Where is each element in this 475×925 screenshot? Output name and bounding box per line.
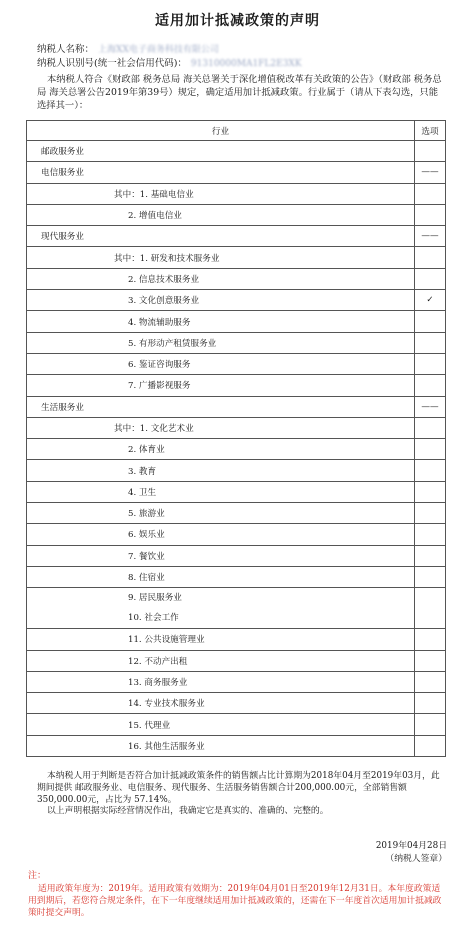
industry-label: 邮政服务业 bbox=[41, 147, 84, 158]
option-cell[interactable] bbox=[415, 671, 446, 692]
declaration-confirm: 以上声明根据实际经营情况作出，我确定它是真实的、准确的、完整的。 bbox=[47, 806, 329, 816]
option-cell[interactable] bbox=[415, 247, 446, 268]
table-row bbox=[27, 396, 446, 417]
industry-label: 14. 专业技术服务业 bbox=[128, 699, 205, 710]
industry-label: 生活服务业 bbox=[41, 402, 84, 413]
industry-name-cell bbox=[27, 183, 415, 204]
industry-label: 11. 公共设施管理业 bbox=[128, 635, 205, 646]
taxpayer-name-label: 纳税人名称： bbox=[37, 44, 95, 55]
industry-rows bbox=[27, 141, 446, 757]
industry-name-cell bbox=[27, 353, 415, 374]
signature-label: （纳税人签章） bbox=[385, 854, 447, 864]
industry-label-extra: 10. 社会工作 bbox=[128, 613, 179, 624]
table-row bbox=[27, 693, 446, 714]
industry-label: 现代服务业 bbox=[41, 232, 84, 243]
industry-label: 5. 有形动产租赁服务业 bbox=[128, 338, 217, 349]
table-row bbox=[27, 481, 446, 502]
page-title: 适用加计抵减政策的声明 bbox=[155, 13, 320, 29]
table-row bbox=[27, 268, 446, 289]
table-row bbox=[27, 290, 446, 311]
industry-label: 12. 不动产出租 bbox=[128, 656, 188, 667]
industry-name-cell bbox=[27, 650, 415, 671]
option-cell[interactable] bbox=[415, 629, 446, 650]
option-cell[interactable] bbox=[415, 566, 446, 587]
industry-name-cell bbox=[27, 524, 415, 545]
table-row bbox=[27, 375, 446, 396]
taxpayer-name-value: 上海XX电子商务科技有限公司 bbox=[98, 45, 219, 55]
option-cell[interactable] bbox=[415, 588, 446, 629]
option-cell[interactable] bbox=[415, 693, 446, 714]
option-cell[interactable]: —— bbox=[415, 226, 446, 247]
note-label: 注： bbox=[28, 871, 47, 881]
industry-name-cell bbox=[27, 588, 415, 629]
industry-name-cell bbox=[27, 311, 415, 332]
table-row bbox=[27, 588, 446, 629]
industry-label: 15. 代理业 bbox=[128, 720, 171, 731]
table-row bbox=[27, 524, 446, 545]
industry-label: 7. 餐饮业 bbox=[128, 551, 165, 562]
table-row bbox=[27, 141, 446, 162]
option-cell[interactable] bbox=[415, 481, 446, 502]
table-row bbox=[27, 545, 446, 566]
industry-name-cell bbox=[27, 417, 415, 438]
industry-name-cell bbox=[27, 375, 415, 396]
industry-name-cell bbox=[27, 439, 415, 460]
option-cell[interactable] bbox=[415, 524, 446, 545]
industry-name-cell bbox=[27, 268, 415, 289]
table-row bbox=[27, 226, 446, 247]
option-cell[interactable] bbox=[415, 204, 446, 225]
header-industry: 行业 bbox=[27, 121, 415, 141]
option-cell[interactable] bbox=[415, 311, 446, 332]
industry-name-cell bbox=[27, 332, 415, 353]
table-row bbox=[27, 650, 446, 671]
industry-table bbox=[26, 120, 446, 757]
table-row bbox=[27, 247, 446, 268]
industry-name-cell bbox=[27, 545, 415, 566]
option-cell[interactable] bbox=[415, 268, 446, 289]
option-cell[interactable] bbox=[415, 503, 446, 524]
industry-name-cell bbox=[27, 481, 415, 502]
industry-name-cell bbox=[27, 714, 415, 735]
industry-name-cell bbox=[27, 735, 415, 756]
industry-label: 电信服务业 bbox=[41, 168, 84, 179]
industry-name-cell bbox=[27, 503, 415, 524]
table-row bbox=[27, 735, 446, 756]
table-row bbox=[27, 311, 446, 332]
taxpayer-name-row bbox=[37, 41, 219, 55]
table-row bbox=[27, 204, 446, 225]
table-row bbox=[27, 439, 446, 460]
option-cell[interactable] bbox=[415, 460, 446, 481]
industry-name-cell bbox=[27, 693, 415, 714]
industry-name-cell bbox=[27, 141, 415, 162]
taxpayer-id-value: 91310000MA1FL2E3XK bbox=[190, 59, 302, 69]
option-cell[interactable] bbox=[415, 375, 446, 396]
option-cell[interactable]: ✓ bbox=[415, 290, 446, 311]
table-header-row bbox=[27, 121, 446, 141]
industry-name-cell bbox=[27, 629, 415, 650]
table-row bbox=[27, 332, 446, 353]
industry-name-cell bbox=[27, 162, 415, 183]
option-cell[interactable] bbox=[415, 353, 446, 374]
industry-label: 6. 鉴证咨询服务 bbox=[128, 360, 191, 371]
option-cell[interactable] bbox=[415, 714, 446, 735]
option-cell[interactable] bbox=[415, 417, 446, 438]
industry-label: 9. 居民服务业 bbox=[128, 593, 182, 604]
table-row bbox=[27, 503, 446, 524]
option-cell[interactable] bbox=[415, 735, 446, 756]
declaration-date: 2019年04月28日 bbox=[375, 841, 447, 851]
industry-label: 2. 增值电信业 bbox=[128, 211, 182, 222]
table-row bbox=[27, 671, 446, 692]
industry-label: 3. 文化创意服务业 bbox=[128, 296, 200, 307]
industry-label: 16. 其他生活服务业 bbox=[128, 741, 205, 752]
industry-name-cell bbox=[27, 226, 415, 247]
option-cell[interactable] bbox=[415, 141, 446, 162]
taxpayer-id-row bbox=[37, 55, 302, 69]
table-row bbox=[27, 566, 446, 587]
industry-label: 2. 体育业 bbox=[128, 445, 165, 456]
option-cell[interactable]: —— bbox=[415, 396, 446, 417]
table-row bbox=[27, 353, 446, 374]
option-cell[interactable] bbox=[415, 183, 446, 204]
table-row bbox=[27, 460, 446, 481]
industry-label: 其中：1. 基础电信业 bbox=[114, 189, 194, 200]
taxpayer-id-label: 纳税人识别号(统一社会信用代码)： bbox=[37, 58, 187, 69]
option-cell[interactable] bbox=[415, 439, 446, 460]
industry-label: 4. 卫生 bbox=[128, 487, 157, 498]
note-text: 适用政策年度为：2019年。适用政策有效期为：2019年04月01日至2019年12月31日。本年度政策适用到期后，若您符合规定条件，在下一年度继续适用加计抵减政策的，还需在下一年度首次适用加计抵减政策时提交声明。 bbox=[28, 884, 442, 918]
industry-name-cell bbox=[27, 247, 415, 268]
option-cell[interactable] bbox=[415, 332, 446, 353]
industry-name-cell bbox=[27, 460, 415, 481]
table-row bbox=[27, 714, 446, 735]
industry-name-cell bbox=[27, 671, 415, 692]
industry-name-cell bbox=[27, 396, 415, 417]
option-cell[interactable]: —— bbox=[415, 162, 446, 183]
industry-label: 3. 教育 bbox=[128, 466, 157, 477]
table-row bbox=[27, 629, 446, 650]
declaration-paragraph: 本纳税人用于判断是否符合加计抵减政策条件的销售额占比计算期为2018年04月至2019年03月，此期间提供 邮政服务业、电信服务、现代服务、生活服务销售额合计200,000.00元，全部销售额350,000.00元，占比为 57.14%。 bbox=[37, 771, 440, 805]
option-cell[interactable] bbox=[415, 650, 446, 671]
industry-label: 4. 物流辅助服务 bbox=[128, 317, 191, 328]
industry-label: 6. 娱乐业 bbox=[128, 530, 165, 541]
industry-label: 7. 广播影视服务 bbox=[128, 381, 191, 392]
industry-label: 其中：1. 研发和技术服务业 bbox=[114, 253, 220, 264]
table-row bbox=[27, 417, 446, 438]
industry-label: 13. 商务服务业 bbox=[128, 677, 188, 688]
industry-label: 5. 旅游业 bbox=[128, 509, 165, 520]
option-cell[interactable] bbox=[415, 545, 446, 566]
industry-name-cell bbox=[27, 290, 415, 311]
date-block bbox=[376, 840, 447, 866]
table-row bbox=[27, 183, 446, 204]
industry-name-cell bbox=[27, 566, 415, 587]
industry-label: 其中：1. 文化艺术业 bbox=[114, 424, 194, 434]
table-row bbox=[27, 162, 446, 183]
industry-label: 2. 信息技术服务业 bbox=[128, 274, 200, 285]
industry-name-cell bbox=[27, 204, 415, 225]
industry-label: 8. 住宿业 bbox=[128, 573, 165, 584]
intro-paragraph: 本纳税人符合《财政部 税务总局 海关总署关于深化增值税改革有关政策的公告》（财政部 税务总局 海关总署公告2019年第39号）规定，确定适用加计抵减政策。行业属于（请从下表勾选，只能选择其一）： bbox=[37, 74, 442, 111]
header-option: 选项 bbox=[415, 121, 446, 141]
